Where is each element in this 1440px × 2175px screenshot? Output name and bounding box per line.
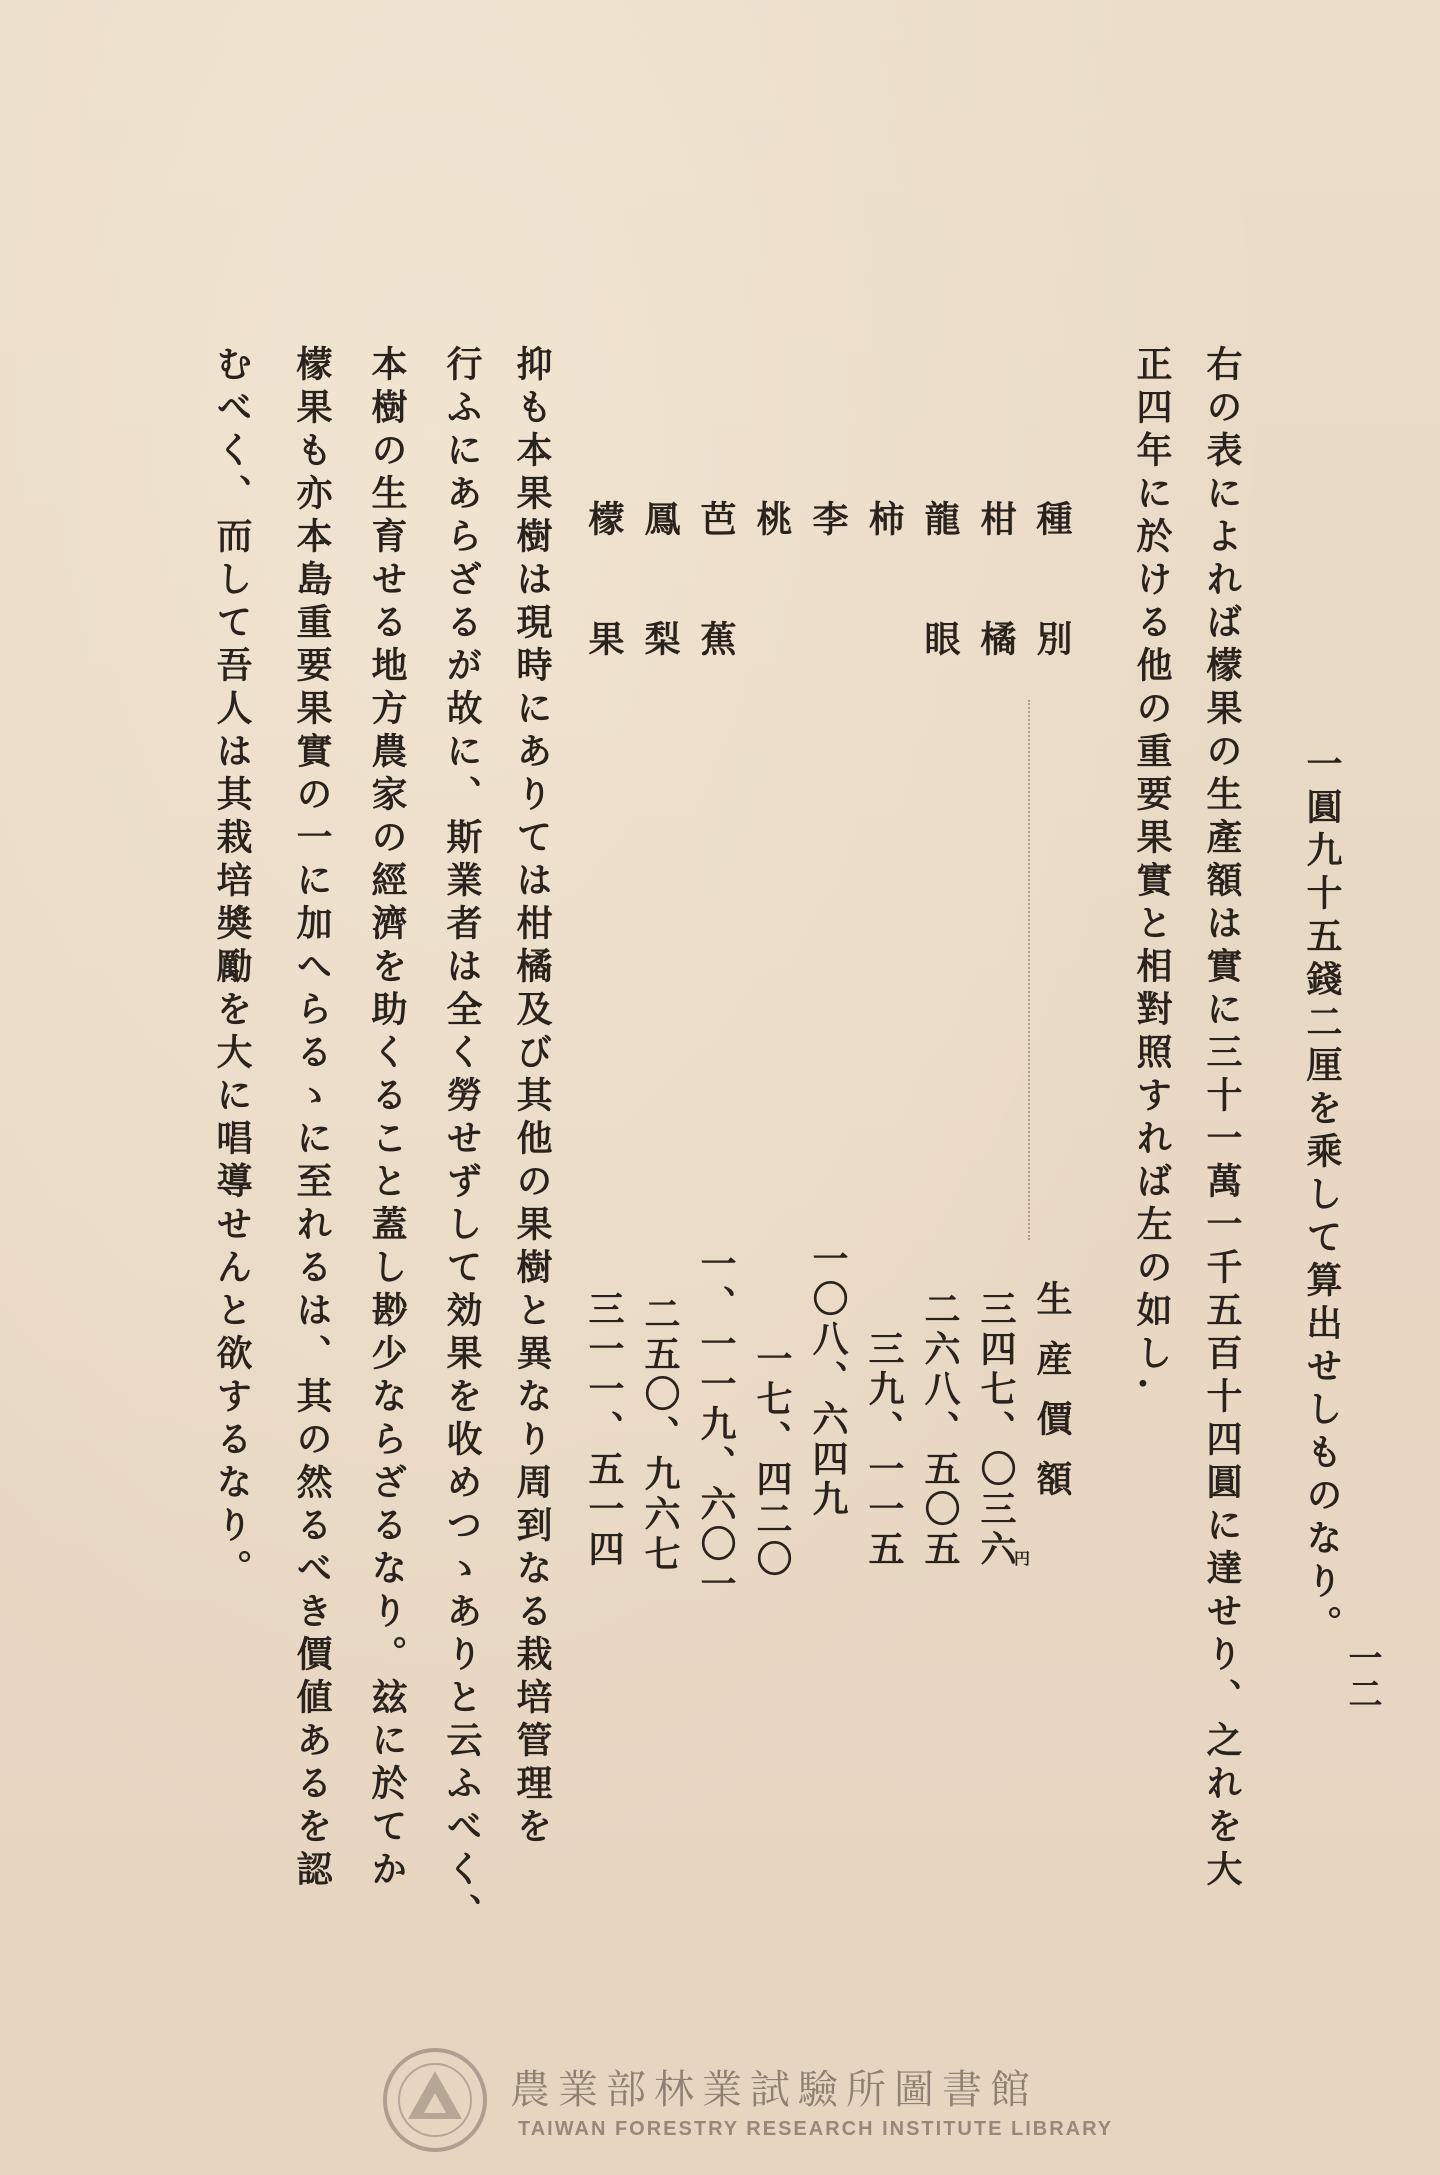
table-row-kind: 柑 橘 [975,500,1017,680]
table-row-kind: 鳳 梨 [639,500,681,680]
table-row-kind: 桃 [751,500,793,560]
table-row-value: 一、一一九、六〇一 [695,1245,737,1605]
table-row-kind: 龍 眼 [919,500,961,680]
production-table [580,500,1100,1605]
body-line: 行ふにあらざるが故に、斯業者は全く勞せずして効果を收めつゝありと云ふべく、 [441,345,483,1936]
body-line: 右の表によれば檬果の生產額は實に三十一萬一千五百十四圓に達せり、之れを大 [1201,345,1243,1893]
table-row-kind: 芭 蕉 [695,500,737,680]
table-unit: 円 [1014,1549,1031,1568]
library-seal-icon [380,2045,490,2155]
body-line: 本樹の生育せる地方農家の經濟を助くること蓋し尠少ならざるなり。玆に於てか [366,345,408,1893]
table-header-kind: 種 別 [1031,500,1073,680]
body-line: 正四年に於ける他の重要果實と相對照すれば左の如し. [1131,345,1173,1397]
table-row-kind: 柿 [863,500,905,560]
table-row-kind: 李 [807,500,849,560]
body-line: 一圓九十五錢二厘を乘して算出せしものなり。 [1301,745,1343,1648]
table-row-value: 三九、一一五 [863,1330,905,1570]
table-row-value: 三四七、〇三六 [975,1290,1017,1570]
table-leader [1028,700,1030,1240]
table-row-kind: 檬 果 [583,500,625,680]
table-row-value: 二六八、五〇五 [919,1290,961,1570]
table-row-value: 一〇八、六四九 [807,1240,849,1520]
table-header-value: 生産價額 [1031,1280,1073,1520]
body-line: 抑も本果樹は現時にありては柑橘及び其他の果樹と異なり周到なる栽培管理を [511,345,553,1850]
library-name-en: TAIWAN FORESTRY RESEARCH INSTITUTE LIBRARY [518,2118,1114,2140]
body-line: むべく、而して吾人は其栽培奬勵を大に唱導せんと欲するなり。 [211,345,253,1592]
page-number: 一二 [1342,1640,1382,1712]
library-name-cn: 農業部林業試驗所圖書館 [510,2067,1038,2113]
body-line: 檬果も亦本島重要果實の一に加へらるゝに至れるは、其の然るべき價値あるを認 [291,345,333,1893]
table-row-value: 一七、四二〇 [751,1340,793,1580]
table-row-value: 三一一、五一四 [583,1290,625,1570]
table-row-value: 二五〇、九六七 [639,1295,681,1575]
